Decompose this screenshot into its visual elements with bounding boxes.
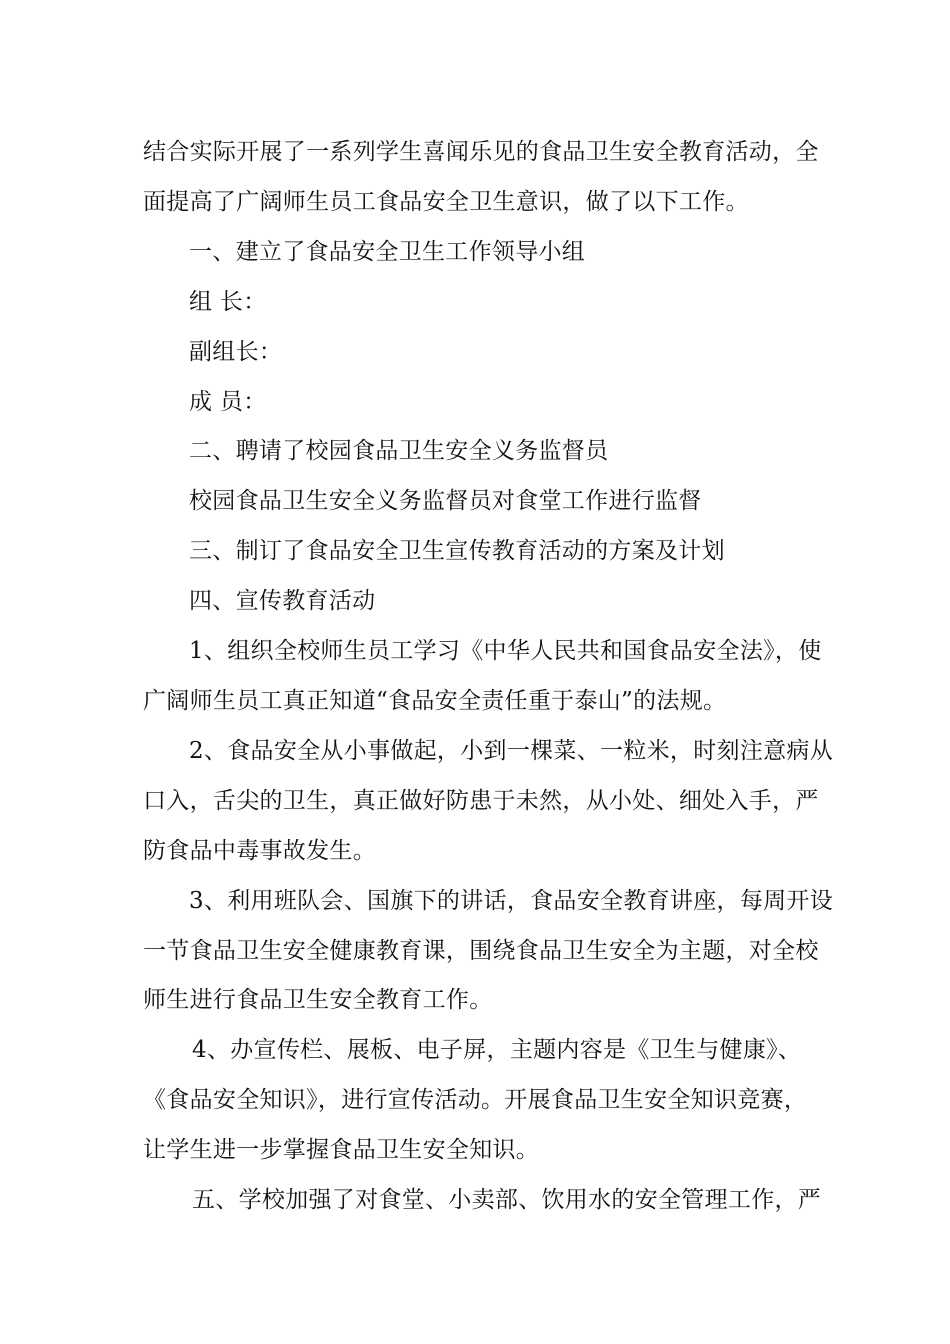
section-heading: 一、建立了食品安全卫生工作领导小组 [189,239,586,265]
section-heading: 二、聘请了校园食品卫生安全义务监督员 [189,438,609,464]
text-line: 口入，舌尖的卫生，真正做好防患于未然，从小处、细处入手，严 [143,788,819,814]
text-line: 2、食品安全从小事做起，小到一棵菜、一粒米，时刻注意病从 [189,738,834,764]
text-line: 3、利用班队会、国旗下的讲话，食品安全教育讲座，每周开设 [189,888,834,914]
section-heading: 五、学校加强了对食堂、小卖部、饮用水的安全管理工作，严 [192,1187,822,1213]
text-line: 《食品安全知识》，进行宣传活动。开展食品卫生安全知识竞赛， [143,1087,808,1113]
text-line: 让学生进一步掌握食品卫生安全知识。 [143,1137,540,1163]
text-line: 广阔师生员工真正知道“食品安全责任重于泰山”的法规。 [143,688,727,714]
text-line: 防食品中毒事故发生。 [143,838,376,864]
text-line: 校园食品卫生安全义务监督员对食堂工作进行监督 [189,488,702,514]
text-line: 成 员： [189,389,267,415]
text-line: 副组长： [189,339,283,365]
section-heading: 三、制订了食品安全卫生宣传教育活动的方案及计划 [189,538,725,564]
text-line: 4、办宣传栏、展板、电子屏，主题内容是《卫生与健康》、 [192,1037,802,1063]
text-line: 一节食品卫生安全健康教育课，围绕食品卫生安全为主题，对全校 [143,938,819,964]
text-line: 组 长： [189,289,267,315]
text-line: 师生进行食品卫生安全教育工作。 [143,987,493,1013]
section-heading: 四、宣传教育活动 [189,588,376,614]
text-line: 1、组织全校师生员工学习《中华人民共和国食品安全法》，使 [189,638,822,664]
text-line: 结合实际开展了一系列学生喜闻乐见的食品卫生安全教育活动，全 [143,139,819,165]
text-line: 面提高了广阔师生员工食品安全卫生意识，做了以下工作。 [143,189,749,215]
